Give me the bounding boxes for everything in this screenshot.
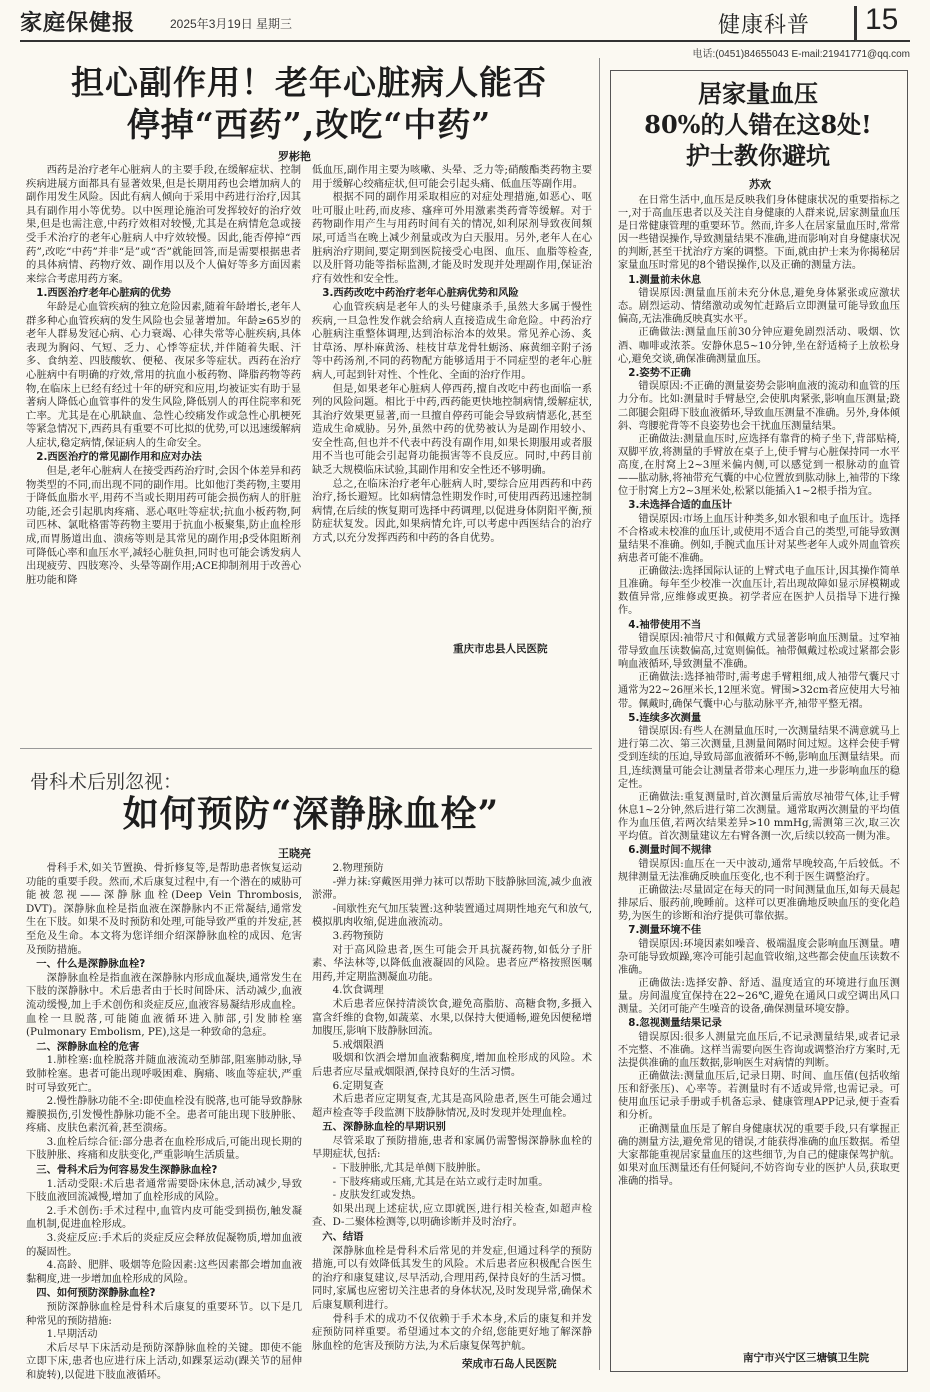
paragraph: 错误原因:袖带尺寸和佩戴方式显著影响血压测量。过窄袖带导致血压读数偏高,过宽则偏低。袖带佩戴过松或过紧都会影响血液循环,导致测量不准确。 — [618, 633, 900, 671]
paragraph: 正确做法:尽量固定在每天的同一时间测量血压,如每天晨起排尿后、服药前,晚睡前。这样可以更准确地反映血压的变化趋势,为医生的诊断和治疗提供可靠依据。 — [618, 884, 900, 923]
article2-column-1 — [26, 862, 302, 1381]
paragraph: 但是,如果老年心脏病人停西药,擅自改吃中药也面临一系列的风险问题。相比于中药,西药能更快地控制病情,缓解症状,其治疗效果更显著,而一旦擅自停药可能会导致病情恶化,甚至造成生命威胁。另外,虽然中药的优势被认为是副作用较小、安全性高,但也并不代表中药没有副作用,如果长期服用或者服用不当也可能会引起肾功能损害等不良反应。同时,中药目前缺乏大规模临床试验,其副作用和安全性还不够明确。 — [312, 382, 592, 477]
paragraph: 6.定期复查 — [332, 1079, 384, 1092]
paragraph: 但是,老年心脏病人在接受西药治疗时,会因个体差异和药物类型的不同,而出现不同的副作用。比如他汀类药物,主要用于降低血脂水平,用药不当或长期用药可能会损伤病人的肝脏功能,还会引起肌肉疼痛、恶心呕吐等症状;抗血小板药物,阿司匹林、氯吡格雷等药物主要用于抗血小板聚集,防止血栓形成,而胃肠道出血、溃疡等则是其常见的副作用;β受体阻断剂可降低心率和血压水平,减轻心脏负担,同时也可能会诱发病人出现疲劳、四肢寒冷、头晕等副作用;ACE抑制剂用于改善心脏功能和降 — [26, 465, 301, 586]
article3-title — [610, 78, 906, 171]
paragraph: 根据不同的副作用采取相应的对症处理措施,如恶心、呕吐可服止吐药,而皮疹、瘙痒可外用激素类药膏等缓解。对于药物副作用产生与用药时间有关的情况,如利尿剂导致夜间频尿,可适当在晚上减少剂量或改为白天服用。另外,老年人在心脏病治疗期间,要定期到医院接受心电图、血压、血脂等检查,以及肝肾功能等指标监测,才能及时发现并处理副作用,保证治疗有效性和安全性。 — [312, 191, 592, 285]
paragraph: 3.药物预防 — [332, 929, 384, 942]
section-heading: 8.忽视测量结果记录 — [628, 1017, 722, 1030]
paragraph: - 皮肤发红或发热。 — [332, 1189, 422, 1202]
paragraph: 1.早期活动 — [46, 1328, 98, 1341]
section-heading: 2.西医治疗的常见副作用和应对办法 — [36, 451, 202, 464]
paragraph: 4.饮食调理 — [332, 984, 384, 997]
article1-author: 罗彬艳 — [278, 151, 311, 163]
article1-column-2 — [312, 164, 592, 626]
paragraph: 正确做法:重复测量时,首次测量后需放尽袖带气体,让手臂休息1~2分钟,然后进行第二次测量。通常取两次测量的平均值作为血压值,若两次结果差异>10 mmHg,需测第三次,取三次平均值。首次测量建议左右臂各测一次,后续以较高一侧为准。 — [618, 791, 900, 842]
section-heading: 二、深静脉血栓的危害 — [36, 1040, 140, 1053]
paragraph: -间歇性充气加压装置:这种装置通过周期性地充气和放气,模拟肌肉收缩,促进血液流动。 — [312, 902, 592, 929]
paragraph: 术后患者应定期复查,尤其是高风险患者,医生可能会通过超声检查等手段监测下肢静脉情况,及时发现并处理血栓。 — [312, 1093, 592, 1119]
paragraph: 2.物理预防 — [332, 862, 384, 874]
section-heading: 四、如何预防深静脉血栓? — [36, 1287, 156, 1300]
paragraph: 正确做法:选择国际认证的上臂式电子血压计,因其操作简单且准确。每年至少校准一次血压计,若出现故障如显示屏模糊或数值异常,应维修或更换。初学者应在医护人员指导下进行操作。 — [618, 566, 900, 617]
section-heading: 五、深静脉血栓的早期识别 — [322, 1121, 446, 1134]
section-name: 健康科普 — [718, 13, 811, 38]
section-heading: 5.连续多次测量 — [628, 711, 702, 724]
article3-author: 苏欢 — [749, 179, 771, 191]
paragraph: 心血管疾病是老年人的头号健康杀手,虽然大多属于慢性疾病,一旦急性发作就会给病人直接造成生命危险。中药治疗心脏病注重整体调理,达到治标治本的效果。常见养心汤、炙甘草汤、厚朴麻黄汤、桂枝甘草龙骨牡蛎汤、麻黄细辛附子汤等中药汤剂,不同的药物配方能够适用于不同症型的老年心脏病人,可起到针对性、个性化、全面的治疗作用。 — [312, 300, 592, 381]
issue-date: 2025年3月19日 — [170, 17, 253, 31]
section-heading: 6.测量时间不规律 — [628, 844, 712, 857]
paragraph: 总之,在临床治疗老年心脏病人时,要综合应用西药和中药治疗,扬长避短。比如病情急性期发作时,可使用西药迅速控制病情,在后续的恢复期可选择中药调理,以促进身体阴阳平衡,预防症状复发。因此,如果病情允许,可以考虑中西医结合的治疗方式,以充分发挥西药和中药的各自优势。 — [312, 477, 592, 545]
paragraph: 在日常生活中,血压是反映我们身体健康状况的重要指标之一,对于高血压患者以及关注自身健康的人群来说,居家测量血压是日常健康管理的重要环节。然而,许多人在居家量血压时,常常因一些错误操作,导致测量结果不准确,进而影响对自身健康状况的判断,甚至干扰治疗方案的调整。下面,就由护士来为你揭秘居家量血压时常见的8个错误操作,以及正确的测量方法。 — [618, 195, 900, 272]
paragraph: 正确测量血压是了解自身健康状况的重要手段,只有掌握正确的测量方法,避免常见的错误,才能获得准确的血压数据。希望大家都能重视居家量血压的这些细节,为自己的健康保驾护航。如果对血压测量还有任何疑问,不妨咨询专业的医护人员,获取更准确的指导。 — [618, 1123, 900, 1187]
article3-title-line2: 80%的人错在这8处! — [644, 110, 872, 139]
paragraph: 术后尽早下床活动是预防深静脉血栓的关键。即使不能立即下床,患者也应进行床上活动,如踝泵运动(踝关节的屈伸和旋转),以促进下肢血液循环。 — [26, 1341, 302, 1381]
paragraph: 深静脉血栓是骨科术后常见的并发症,但通过科学的预防措施,可以有效降低其发生的风险。术后患者应积极配合医生的治疗和康复建议,尽早活动,合理用药,保持良好的生活习惯。同时,家属也应密切关注患者的身体状况,及时发现异常,确保术后康复顺利进行。 — [312, 1244, 592, 1311]
article2-subtitle: 骨科术后别忽视： — [30, 771, 183, 793]
article1-column-1 — [26, 164, 301, 726]
paragraph: 正确做法:测量血压时,应选择有靠背的椅子坐下,背部贴椅,双脚平放,将测量的手臂放在桌子上,使手臂与心脏保持同一水平高度,在肘窝上2~3厘米偏内侧,可以感觉到一根脉动的血管——肱动脉,将袖带充气囊的中心位置放到肱动脉上,袖带的下缘位于肘窝上方2~3厘米处,松紧以能插入1~2根手指为宜。 — [618, 433, 900, 498]
article-divider — [20, 748, 592, 749]
section-heading: 3.西药改吃中药治疗老年心脏病优势和风险 — [322, 287, 519, 300]
article3-title-line1: 居家量血压 — [698, 79, 818, 108]
article3-body — [618, 194, 900, 1344]
article3-source: 南宁市兴宁区三塘镇卫生院 — [743, 1352, 869, 1364]
paragraph: 低血压,副作用主要为咳嗽、头晕、乏力等;硝酸酯类药物主要用于缓解心绞痛症状,但可能会引起头痛、低血压等副作用。 — [312, 164, 592, 190]
paragraph: 1.肺栓塞:血栓脱落并随血液流动至肺部,阻塞肺动脉,导致肺栓塞。患者可能出现呼吸困难、胸痛、咳血等症状,严重时可导致死亡。 — [26, 1054, 302, 1094]
paragraph: 尽管采取了预防措施,患者和家属仍需警惕深静脉血栓的早期症状,包括: — [312, 1134, 592, 1161]
header-rule — [20, 40, 910, 42]
section-heading: 3.未选择合适的血压计 — [628, 499, 733, 512]
section-heading: 1.测量前未休息 — [628, 273, 702, 286]
paragraph: 年龄是心血管疾病的独立危险因素,随着年龄增长,老年人群多种心血管疾病的发生风险也会显著增加。年龄≥65岁的老年人群易发冠心病、心力衰竭、心律失常等心脏疾病,具体表现为胸闷、气短、乏力、心悸等症状,并伴随着失眠、汗多、食纳差、四肢酸软、便秘、夜尿多等症状。西药在治疗心脏病中有明确的疗效,常用的抗血小板药物、降脂药物等药物,在临床上已经有经过十年的研究和应用,均被证实有助于显著病人降低心血管事件的发生风险,降低别人的再住院率和死亡率。尤其是在心肌缺血、急性心绞痛发作或急性心肌梗死等紧急情况下,西药具有重要不可比拟的优势,可以迅速缓解病人症状,稳定病情,保证病人的生命安全。 — [26, 300, 301, 449]
paragraph: 预防深静脉血栓是骨科术后康复的重要环节。以下是几种常见的预防措施: — [26, 1301, 302, 1327]
article1-source: 重庆市忠县人民医院 — [453, 643, 548, 655]
section-heading: 7.测量环境不佳 — [628, 924, 702, 937]
paragraph: 5.戒烟限酒 — [332, 1038, 384, 1051]
section-heading: 2.姿势不正确 — [628, 366, 691, 379]
section-heading: 1.西医治疗老年心脏病的优势 — [36, 287, 171, 300]
paragraph: 吸烟和饮酒会增加血液黏稠度,增加血栓形成的风险。术后患者应尽量戒烟限酒,保持良好的生活习惯。 — [312, 1052, 592, 1078]
section-heading: 一、什么是深静脉血栓? — [36, 958, 146, 971]
article3-title-line3: 护士教你避坑 — [686, 141, 830, 170]
paragraph: 3.炎症反应:手术后的炎症反应会释放促凝物质,增加血液的凝固性。 — [26, 1232, 302, 1258]
article1-title-line2: 停掉“西药”,改吃“中药” — [126, 105, 492, 144]
article2-column-2 — [312, 862, 592, 1352]
paragraph: 错误原因:测量血压前未充分休息,避免身体紧张或应激状态。剧烈运动、情绪激动或匆忙赶路后立即测量可能导致血压偏高,无法准确反映真实水平。 — [618, 288, 900, 326]
section-heading: 4.袖带使用不当 — [628, 618, 702, 631]
section-heading: 六、结语 — [322, 1231, 364, 1244]
paragraph: 术后患者应保持清淡饮食,避免高脂肪、高糖食物,多摄入富含纤维的食物,如蔬菜、水果,以保持大便通畅,避免因便秘增加腹压,影响下肢静脉回流。 — [312, 997, 592, 1038]
paragraph: 错误原因:有些人在测量血压时,一次测量结果不满意就马上进行第二次、第三次测量,且测量间隔时间过短。这样会使手臂受到连续的压迫,导致局部血液循环不畅,影响血压测量结果。而且,连续测量可能会让测量者带来心理压力,进一步影响血压的稳定性。 — [618, 726, 900, 790]
paragraph: 4.高龄、肥胖、吸烟等危险因素:这些因素都会增加血液黏稠度,进一步增加血栓形成的风险。 — [26, 1259, 302, 1285]
paragraph: 错误原因:环境因素如噪音、极端温度会影响血压测量。嘈杂可能导致烦躁,寒冷可能引起血管收缩,这些都会使血压读数不准确。 — [618, 938, 900, 976]
section-heading: 三、骨科术后为何容易发生深静脉血栓? — [36, 1164, 218, 1177]
paragraph: 深静脉血栓是指血液在深静脉内形成血凝块,通常发生在下肢的深静脉中。术后患者由于长时间卧床、活动减少,血液流动缓慢,加上手术创伤和炎症反应,血液容易凝结形成血栓。血栓一旦脱落,可能随血液循环进入肺部,引发肺栓塞(Pulmonary Embolism, PE),这是一种致命的急症。 — [26, 971, 302, 1039]
paragraph: -弹力袜:穿戴医用弹力袜可以帮助下肢静脉回流,减少血液淤滞。 — [312, 875, 592, 902]
column-divider — [599, 58, 600, 1370]
article1-title — [26, 62, 592, 146]
paragraph: 骨科手术,如关节置换、骨折修复等,是帮助患者恢复运动功能的重要手段。然而,术后康复过程中,有一个潜在的威胁可能被忽视——深静脉血栓(Deep Vein Thrombosis, DVT)。深静脉血栓是指血液在深静脉内不正常凝结,通常发生在下肢。如果不及时预防和处理,可能导致严重的并发症,甚至危及生命。本文将为您详细介绍深静脉血栓的成因、危害及预防措施。 — [26, 862, 302, 956]
paragraph: 2.手术创伤:手术过程中,血管内皮可能受到损伤,触发凝血机制,促进血栓形成。 — [26, 1204, 302, 1231]
article1-title-line1: 担心副作用！老年心脏病人能否 — [71, 63, 547, 102]
paragraph: 3.血栓后综合征:部分患者在血栓形成后,可能出现长期的下肢肿胀、疼痛和皮肤变化,严重影响生活质量。 — [26, 1135, 302, 1162]
issue-weekday: 星期三 — [256, 17, 293, 31]
paragraph: 西药是治疗老年心脏病人的主要手段,在缓解症状、控制疾病进展方面都具有显著效果,但是长期用药也会增加病人的副作用发生风险。因此有病人倾向于采用中药进行治疗,因其具有副作用小等优势。以中医理论施治可发挥较好的治疗效果,但是也需注意,中药疗效相对较慢,尤其是在病情危急或接受手术治疗的老年心脏病人中疗效较慢。因此,能否停掉“西药”,改吃“中药”并非“是”或“否”就能回答,而是需要根据患者的具体病情、药物疗效、副作用以及个人偏好等多方面因素来综合考虑用药方案。 — [26, 164, 301, 285]
paragraph: 正确做法:选择袖带时,需考虑手臂粗细,成人袖带气囊尺寸通常为22~26厘米长,12厘米宽。臂围>32cm者应使用大号袖带。佩戴时,确保气囊中心与肱动脉平齐,袖带平整无褶。 — [618, 672, 900, 710]
paragraph: 错误原因:市场上血压计种类多,如水银和电子血压计。选择不合格或未校准的血压计,或使用不适合自己的类型,可能导致测量结果不准确。例如,手腕式血压计对某些老年人或外周血管疾病患者可能不准确。 — [618, 513, 900, 565]
paragraph: 正确做法:选择安静、舒适、温度适宜的环境进行血压测量。房间温度宜保持在22~26℃,避免在通风口或空调出风口测量。关闭可能产生噪音的设备,确保测量环境安静。 — [618, 978, 900, 1016]
page-header — [20, 3, 910, 40]
paragraph: 骨科手术的成功不仅依赖于手术本身,术后的康复和并发症预防同样重要。希望通过本文的介绍,您能更好地了解深静脉血栓的危害及预防方法,为术后康复保驾护航。 — [312, 1312, 592, 1352]
masthead: 家庭保健报 — [20, 11, 136, 36]
paragraph: 错误原因:不正确的测量姿势会影响血液的流动和血管的压力分布。比如:测量时手臂悬空,会使肌肉紧张,影响血压测量;跷二郎腿会阻碍下肢血液循环,导致血压测量不准确。另外,身体倾斜、弯腰驼背等不良姿势也会干扰血压测量结果。 — [618, 381, 900, 432]
paragraph: 对于高风险患者,医生可能会开具抗凝药物,如低分子肝素、华法林等,以降低血液凝固的风险。患者应严格按照医嘱用药,并定期监测凝血功能。 — [312, 943, 592, 983]
paragraph: - 下肢肿胀,尤其是单侧下肢肿胀。 — [332, 1162, 487, 1175]
page-number: 15 — [865, 3, 899, 36]
paragraph: 2.慢性静脉功能不全:即使血栓没有脱落,也可能导致静脉瓣膜损伤,引发慢性静脉功能不全。患者可能出现下肢肿胀、疼痛、皮肤色素沉着,甚至溃疡。 — [26, 1095, 302, 1135]
paragraph: 1.活动受限:术后患者通常需要卧床休息,活动减少,导致下肢血液回流减慢,增加了血栓形成的风险。 — [26, 1177, 302, 1204]
paragraph: - 下肢疼痛或压痛,尤其是在站立或行走时加重。 — [332, 1175, 549, 1188]
page-number-divider — [854, 6, 857, 42]
contact-line: 电话:(0451)84655043 E-mail:21941771@qq.com — [692, 49, 910, 60]
article2-title: 如何预防“深静脉血栓” — [122, 793, 500, 835]
paragraph: 如果出现上述症状,应立即就医,进行相关检查,如超声检查、D-二聚体检测等,以明确诊断并及时治疗。 — [312, 1202, 592, 1229]
article2-author: 王晓亮 — [278, 848, 311, 860]
paragraph: 正确做法:测量血压后,记录日期、时间、血压值(包括收缩压和舒张压)、心率等。若测量时有不适或异常,也需记录。可使用血压记录手册或手机备忘录、健康管理APP记录,便于查看和分析。 — [618, 1071, 900, 1122]
article2-source: 荣成市石岛人民医院 — [462, 1358, 557, 1370]
paragraph: 正确做法:测量血压前30分钟应避免剧烈活动、吸烟、饮酒、咖啡或浓茶。安静休息5~10分钟,坐在舒适椅子上放松身心,避免交谈,确保准确测量血压。 — [618, 327, 900, 365]
paragraph: 错误原因:血压在一天中波动,通常早晚较高,午后较低。不规律测量无法准确反映血压变化,也不利于医生调整治疗。 — [618, 858, 900, 883]
paragraph: 错误原因:很多人测量完血压后,不记录测量结果,或者记录不完整、不准确。这样当需要向医生咨询或调整治疗方案时,无法提供准确的血压数据,影响医生对病情的判断。 — [618, 1031, 900, 1070]
